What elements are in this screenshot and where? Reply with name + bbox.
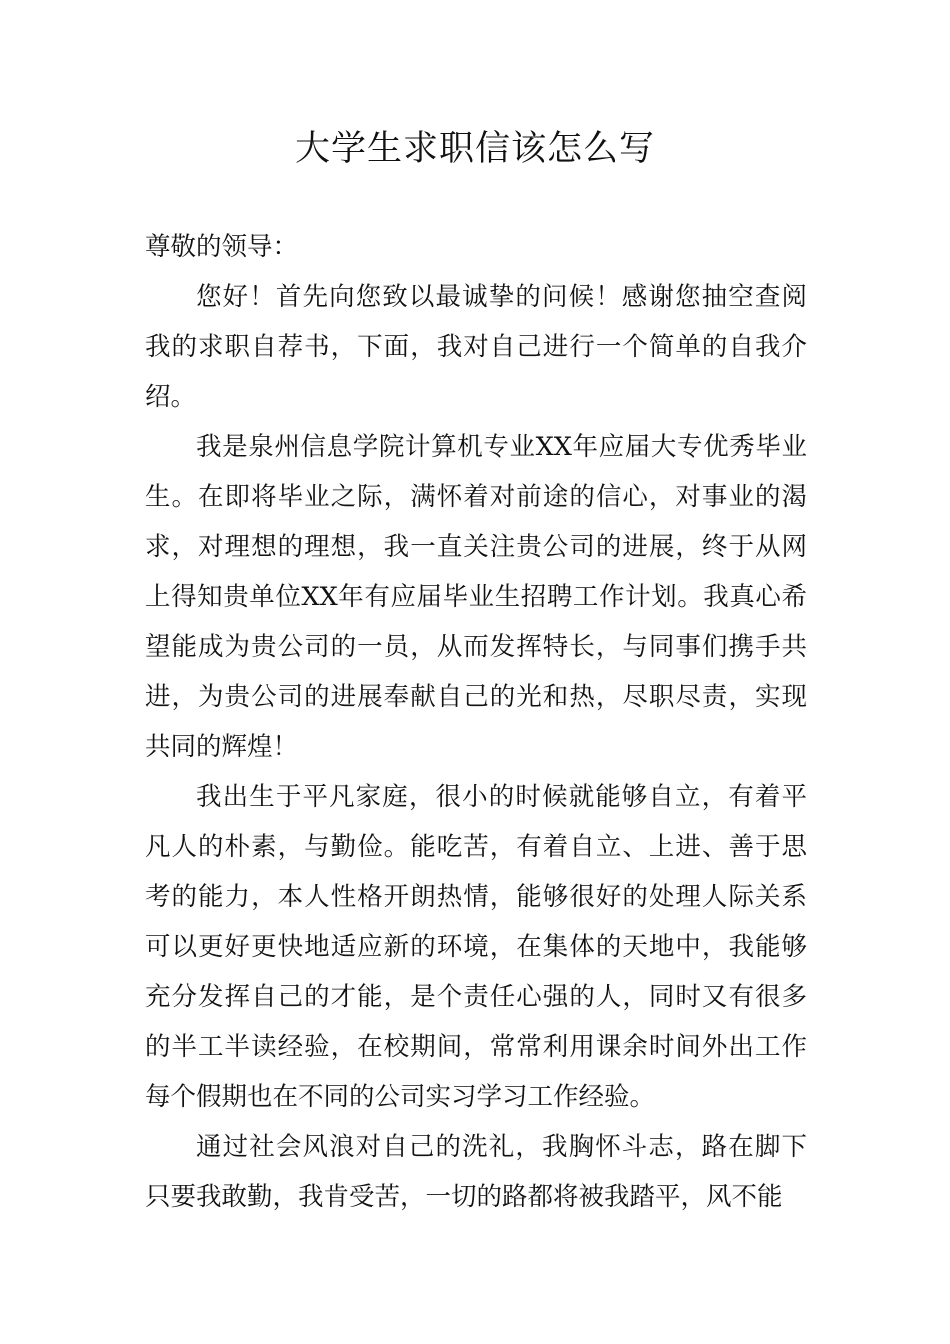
paragraph-greeting: 您好！首先向您致以最诚挚的问候！感谢您抽空查阅我的求职自荐书，下面，我对自己进行一个简单的自我介绍。 <box>145 282 807 412</box>
salutation: 尊敬的领导： <box>145 232 299 262</box>
document-title: 大学生求职信该怎么写 <box>294 129 655 169</box>
document-body <box>145 222 807 1222</box>
paragraph-personality: 我出生于平凡家庭，很小的时候就能够自立，有着平凡人的朴素，与勤俭。能吃苦，有着自立、上进、善于思考的能力，本人性格开朗热情，能够很好的处理人际关系可以更好更快地适应新的环境，在集体的天地中，我能够充分发挥自己的才能，是个责任心强的人，同时又有很多的半工半读经验，在校期间，常常利用课余时间外出工作每个假期也在不同的公司实习学习工作经验。 <box>145 782 807 1112</box>
paragraph-determination: 通过社会风浪对自己的洗礼，我胸怀斗志，路在脚下只要我敢勤，我肯受苦，一切的路都将被我踏平，风不能 <box>145 1132 807 1212</box>
paragraph-background: 我是泉州信息学院计算机专业XX年应届大专优秀毕业生。在即将毕业之际，满怀着对前途的信心，对事业的渴求，对理想的理想，我一直关注贵公司的进展，终于从网上得知贵单位XX年有应届毕业生招聘工作计划。我真心希望能成为贵公司的一员，从而发挥特长，与同事们携手共进，为贵公司的进展奉献自己的光和热，尽职尽责，实现共同的辉煌！ <box>145 432 807 762</box>
